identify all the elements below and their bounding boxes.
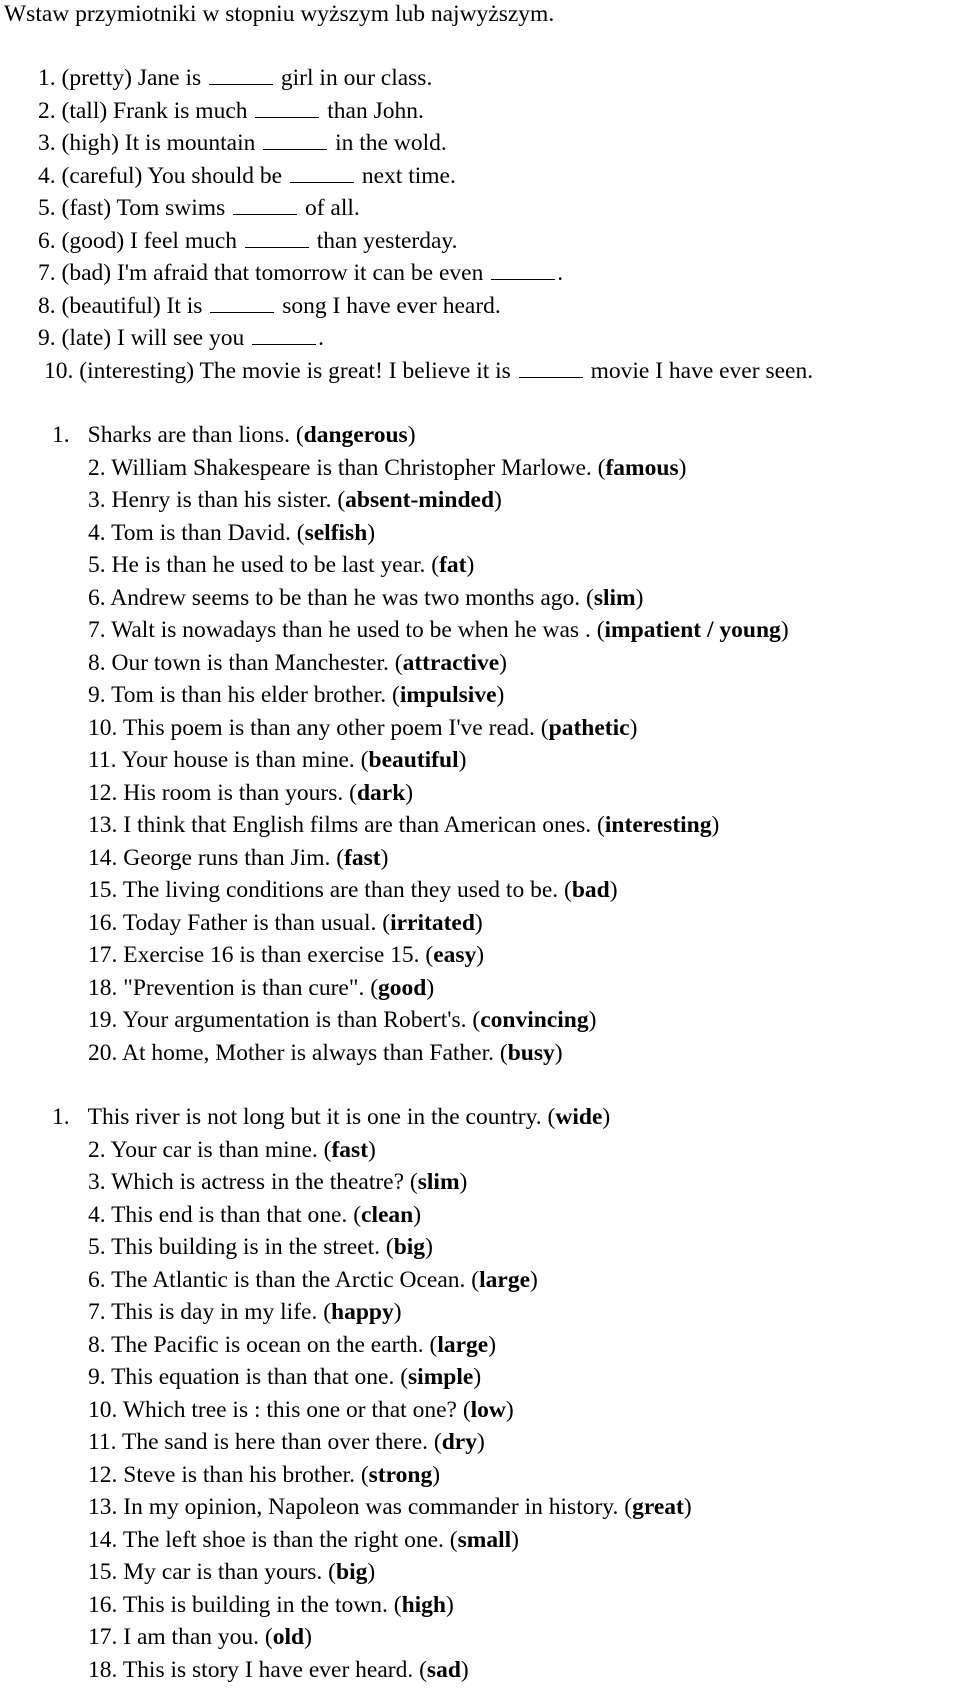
item-sentence: The sand is here than over there. ( <box>121 1429 442 1455</box>
answer-blank[interactable] <box>255 116 319 118</box>
item-sentence: At home, Mother is always than Father. ( <box>121 1039 508 1066</box>
item-adjective: famous <box>605 454 679 481</box>
item-close: ) <box>413 1201 422 1228</box>
item-close: ) <box>304 1624 312 1650</box>
item-number: 1. <box>38 65 56 91</box>
exercise-item <box>38 64 432 92</box>
exercise-item <box>88 1298 402 1326</box>
item-number: 14. <box>88 1526 118 1553</box>
item-close: ) <box>505 1396 514 1423</box>
exercise-item <box>88 681 504 709</box>
item-close: ) <box>602 1104 611 1130</box>
item-number: 20. <box>88 1039 118 1066</box>
exercise-item <box>88 519 375 547</box>
item-close: ) <box>393 1299 402 1325</box>
item-sentence: Which tree is : this one or that one? ( <box>122 1396 471 1423</box>
exercise-item <box>88 941 484 969</box>
answer-blank[interactable] <box>210 311 274 313</box>
item-close: ) <box>368 1136 376 1163</box>
exercise-item <box>88 811 719 839</box>
item-number: 13. <box>88 812 118 838</box>
exercise-item <box>88 1201 421 1229</box>
item-close: ) <box>499 649 507 676</box>
item-close: ) <box>780 617 789 643</box>
exercise-item <box>88 1006 596 1034</box>
item-close: ) <box>407 422 416 448</box>
answer-blank[interactable] <box>245 246 309 248</box>
exercise-item <box>38 129 447 157</box>
item-sentence: Sharks are than lions. ( <box>87 422 304 448</box>
item-sentence: This building is in the street. ( <box>111 1234 394 1260</box>
item-adjective: pathetic <box>548 714 630 741</box>
item-number: 4. <box>88 1201 106 1228</box>
exercise-item <box>88 1591 454 1619</box>
item-continuation: in the wold. <box>335 130 447 156</box>
item-adjective: dry <box>441 1429 477 1455</box>
exercise-item <box>88 1039 563 1067</box>
answer-blank[interactable] <box>252 343 316 345</box>
item-sentence: Walt is nowadays than he used to be when he was . ( <box>111 617 605 643</box>
item-prompt: (fast) Tom swims <box>61 195 226 221</box>
item-adjective: beautiful <box>368 747 459 773</box>
item-prompt: (high) It is mountain <box>61 130 256 156</box>
item-close: ) <box>367 519 376 546</box>
item-close: ) <box>466 552 475 578</box>
worksheet-title: Wstaw przymiotniki w stopniu wyższym lub najwyższym. <box>4 1 555 27</box>
exercise-item <box>88 1428 485 1456</box>
item-number: 16. <box>88 1591 118 1618</box>
exercise-item <box>44 357 813 385</box>
exercise-item <box>88 1623 312 1651</box>
exercise-item <box>88 844 388 872</box>
item-prompt: (late) I will see you <box>61 325 245 351</box>
item-number: 3. <box>88 1169 106 1195</box>
item-number: 18. <box>88 974 118 1001</box>
item-sentence: This equation is than that one. ( <box>111 1364 409 1390</box>
item-prompt: (bad) I'm afraid that tomorrow it can be even <box>61 260 484 286</box>
item-adjective: old <box>272 1624 305 1650</box>
item-sentence: The Atlantic is than the Arctic Ocean. ( <box>111 1266 480 1293</box>
item-sentence: Andrew seems to be than he was two months ago. ( <box>110 584 594 611</box>
item-close: ) <box>488 1331 497 1358</box>
item-sentence: Steve is than his brother. ( <box>123 1461 369 1488</box>
exercise-item <box>88 974 434 1002</box>
item-number: 9. <box>88 682 106 708</box>
item-close: ) <box>426 974 435 1001</box>
item-adjective: low <box>470 1396 506 1423</box>
item-sentence: He is than he used to be last year. ( <box>111 552 440 578</box>
item-close: ) <box>432 1461 441 1488</box>
item-sentence: This river is not long but it is one in the country. ( <box>87 1104 556 1130</box>
item-adjective: slim <box>593 584 636 611</box>
item-close: ) <box>445 1591 454 1618</box>
item-adjective: big <box>336 1559 368 1585</box>
item-adjective: good <box>378 974 427 1001</box>
item-adjective: dangerous <box>303 422 408 448</box>
item-adjective: small <box>457 1526 512 1553</box>
exercise-item <box>88 909 483 937</box>
item-close: ) <box>380 844 389 871</box>
item-adjective: great <box>632 1494 684 1520</box>
exercise-item <box>38 259 563 287</box>
item-close: ) <box>588 1007 597 1033</box>
item-close: ) <box>496 682 505 708</box>
exercise-item <box>88 616 789 644</box>
exercise-item <box>88 1493 692 1521</box>
item-continuation: than John. <box>327 97 424 124</box>
item-adjective: sad <box>426 1656 461 1683</box>
item-close: ) <box>474 909 483 936</box>
item-number: 4. <box>38 162 56 189</box>
item-number: 10. <box>88 1396 118 1423</box>
item-close: ) <box>678 454 687 481</box>
answer-blank[interactable] <box>519 376 583 378</box>
exercise-item <box>88 1168 467 1196</box>
item-adjective: fast <box>344 844 381 871</box>
exercise-item <box>88 1558 375 1586</box>
item-number: 1. <box>52 422 70 448</box>
exercise-item <box>38 162 456 190</box>
item-number: 7. <box>88 1299 106 1325</box>
item-adjective: high <box>401 1591 446 1618</box>
item-close: ) <box>511 1526 519 1553</box>
item-adjective: attractive <box>402 649 500 676</box>
item-number: 9. <box>88 1364 106 1390</box>
item-number: 8. <box>38 292 56 319</box>
item-number: 15. <box>88 1559 118 1585</box>
item-adjective: slim <box>417 1169 460 1195</box>
item-adjective: dark <box>356 779 406 806</box>
item-sentence: Tom is than David. ( <box>111 519 305 546</box>
exercise-item <box>38 97 424 125</box>
item-number: 1. <box>52 1104 70 1130</box>
exercise-item <box>52 1103 610 1131</box>
item-adjective: clean <box>361 1201 414 1228</box>
item-close: ) <box>405 779 414 806</box>
item-adjective: busy <box>507 1039 555 1066</box>
item-number: 18. <box>88 1656 118 1683</box>
item-sentence: Your car is than mine. ( <box>110 1136 332 1163</box>
item-close: ) <box>711 812 720 838</box>
item-number: 12. <box>88 1461 118 1488</box>
item-number: 19. <box>88 1007 118 1033</box>
item-adjective: absent-minded <box>345 487 495 513</box>
item-number: 11. <box>88 1429 117 1455</box>
item-number: 2. <box>38 97 56 124</box>
exercise-item <box>88 1656 469 1684</box>
exercise-item <box>38 227 458 255</box>
item-number: 3. <box>38 130 56 156</box>
item-number: 2. <box>88 454 106 481</box>
item-number: 14. <box>88 844 118 871</box>
item-adjective: simple <box>408 1364 474 1390</box>
item-prompt: (tall) Frank is much <box>61 97 248 124</box>
item-close: ) <box>476 1429 485 1455</box>
answer-blank[interactable] <box>233 213 297 215</box>
item-adjective: interesting <box>604 812 712 838</box>
answer-blank[interactable] <box>209 83 273 85</box>
exercise-item <box>88 1363 481 1391</box>
item-sentence: The Pacific is ocean on the earth. ( <box>111 1331 438 1358</box>
item-close: ) <box>459 1169 468 1195</box>
exercise-item <box>88 876 618 904</box>
item-sentence: I am than you. ( <box>123 1624 273 1650</box>
item-adjective: fast <box>331 1136 369 1163</box>
item-adjective: easy <box>433 942 477 968</box>
item-sentence: This is building in the town. ( <box>122 1591 402 1618</box>
item-number: 11. <box>88 747 117 773</box>
item-close: ) <box>425 1234 433 1260</box>
item-adjective: happy <box>331 1299 394 1325</box>
exercise-item <box>38 194 360 222</box>
item-continuation: . <box>557 260 564 286</box>
item-number: 2. <box>88 1136 106 1163</box>
item-number: 7. <box>38 260 56 286</box>
item-prompt: (beautiful) It is <box>61 292 203 319</box>
exercise-item <box>88 551 474 579</box>
item-continuation: girl in our class. <box>280 65 433 91</box>
item-number: 13. <box>88 1494 118 1520</box>
item-continuation: . <box>318 325 324 351</box>
item-sentence: George runs than Jim. ( <box>123 844 345 871</box>
item-close: ) <box>458 747 467 773</box>
item-sentence: I think that English films are than American ones. ( <box>123 812 605 838</box>
item-sentence: Tom is than his elder brother. ( <box>111 682 400 708</box>
item-continuation: next time. <box>361 162 456 189</box>
item-adjective: wide <box>555 1104 603 1130</box>
item-sentence: Which is actress in the theatre? ( <box>111 1169 418 1195</box>
item-sentence: My car is than yours. ( <box>123 1559 337 1585</box>
item-close: ) <box>367 1559 376 1585</box>
item-close: ) <box>609 877 618 903</box>
item-prompt: (careful) You should be <box>61 162 283 189</box>
answer-blank[interactable] <box>290 181 354 183</box>
item-close: ) <box>473 1364 482 1390</box>
item-adjective: fat <box>439 552 467 578</box>
item-close: ) <box>683 1494 692 1520</box>
item-sentence: Your argumentation is than Robert's. ( <box>122 1007 481 1033</box>
item-adjective: selfish <box>304 519 368 546</box>
exercise-item <box>88 486 502 514</box>
exercise-item <box>38 324 324 352</box>
item-close: ) <box>530 1266 538 1293</box>
exercise-item <box>52 421 416 449</box>
item-number: 10. <box>44 357 74 384</box>
exercise-item <box>88 454 686 482</box>
item-sentence: This is story I have ever heard. ( <box>122 1656 427 1683</box>
item-adjective: impulsive <box>399 682 497 708</box>
exercise-item <box>88 779 413 807</box>
exercise-item <box>88 1266 538 1294</box>
item-number: 6. <box>88 1266 106 1293</box>
item-adjective: large <box>437 1331 489 1358</box>
exercise-item <box>88 1461 440 1489</box>
item-number: 5. <box>88 552 106 578</box>
item-continuation: than yesterday. <box>316 227 458 254</box>
item-number: 17. <box>88 942 118 968</box>
item-sentence: His room is than yours. ( <box>123 779 357 806</box>
item-sentence: This end is than that one. ( <box>111 1201 362 1228</box>
exercise-item <box>88 1136 376 1164</box>
item-number: 7. <box>88 617 106 643</box>
item-number: 5. <box>38 195 56 221</box>
item-adjective: impatient / young <box>604 617 781 643</box>
item-number: 10. <box>88 714 118 741</box>
item-sentence: This is day in my life. ( <box>111 1299 332 1325</box>
item-sentence: Today Father is than usual. ( <box>122 909 391 936</box>
item-sentence: In my opinion, Napoleon was commander in history. ( <box>123 1494 633 1520</box>
item-sentence: "Prevention is than cure". ( <box>123 974 379 1001</box>
item-adjective: bad <box>571 877 610 903</box>
item-sentence: Henry is than his sister. ( <box>111 487 346 513</box>
item-adjective: convincing <box>480 1007 589 1033</box>
exercise-item <box>88 1331 496 1359</box>
item-close: ) <box>554 1039 563 1066</box>
item-sentence: William Shakespeare is than Christopher Marlowe. ( <box>111 454 606 481</box>
answer-blank[interactable] <box>263 148 327 150</box>
item-adjective: irritated <box>390 909 475 936</box>
exercise-item <box>88 1396 514 1424</box>
item-sentence: The living conditions are than they used to be. ( <box>122 877 572 903</box>
item-number: 3. <box>88 487 106 513</box>
item-adjective: big <box>393 1234 426 1260</box>
item-number: 12. <box>88 779 118 806</box>
item-prompt: (good) I feel much <box>61 227 238 254</box>
item-sentence: Exercise 16 is than exercise 15. ( <box>123 942 434 968</box>
exercise-item <box>88 584 643 612</box>
exercise-item <box>88 714 637 742</box>
item-number: 9. <box>38 325 56 351</box>
item-number: 15. <box>88 877 118 903</box>
exercise-item <box>88 746 466 774</box>
item-sentence: Your house is than mine. ( <box>121 747 369 773</box>
item-number: 16. <box>88 909 118 936</box>
item-prompt: (pretty) Jane is <box>61 65 202 91</box>
item-close: ) <box>476 942 485 968</box>
item-adjective: strong <box>368 1461 433 1488</box>
exercise-item <box>38 292 501 320</box>
item-sentence: The left shoe is than the right one. ( <box>122 1526 458 1553</box>
item-number: 17. <box>88 1624 118 1650</box>
item-continuation: song I have ever heard. <box>282 292 501 319</box>
item-number: 8. <box>88 1331 106 1358</box>
exercise-item <box>88 1233 433 1261</box>
item-close: ) <box>494 487 502 513</box>
item-continuation: of all. <box>304 195 360 221</box>
item-adjective: large <box>479 1266 531 1293</box>
item-sentence: This poem is than any other poem I've read. ( <box>122 714 549 741</box>
item-number: 6. <box>88 584 106 611</box>
item-continuation: movie I have ever seen. <box>590 357 814 384</box>
answer-blank[interactable] <box>491 278 555 280</box>
item-number: 4. <box>88 519 106 546</box>
item-close: ) <box>460 1656 469 1683</box>
item-close: ) <box>635 584 644 611</box>
exercise-item <box>88 649 507 677</box>
item-prompt: (interesting) The movie is great! I believe it is <box>79 357 511 384</box>
item-close: ) <box>629 714 638 741</box>
item-number: 8. <box>88 649 106 676</box>
exercise-item <box>88 1526 519 1554</box>
item-number: 6. <box>38 227 56 254</box>
item-number: 5. <box>88 1234 106 1260</box>
item-sentence: Our town is than Manchester. ( <box>111 649 403 676</box>
